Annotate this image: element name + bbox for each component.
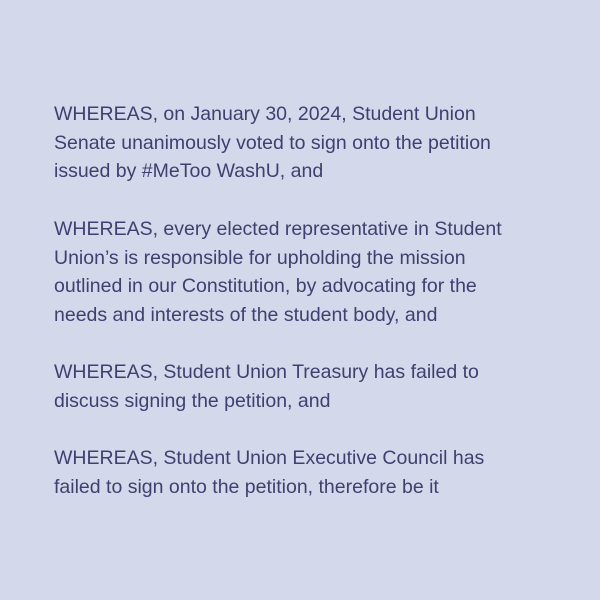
text-line: outlined in our Constitution, by advocating for the xyxy=(54,275,477,298)
whereas-paragraph-1 xyxy=(54,100,574,186)
text-line: failed to sign onto the petition, therefore be it xyxy=(54,476,439,499)
text-line: WHEREAS, every elected representative in Student xyxy=(54,217,502,240)
text-line: WHEREAS, Student Union Treasury has failed to xyxy=(54,361,479,384)
text-line: Senate unanimously voted to sign onto the petition xyxy=(54,131,491,154)
text-line: needs and interests of the student body, and xyxy=(54,303,438,326)
resolution-text xyxy=(54,100,574,502)
text-line: Union’s is responsible for upholding the mission xyxy=(54,246,466,269)
whereas-paragraph-2 xyxy=(54,215,574,330)
text-line: issued by #MeToo WashU, and xyxy=(54,160,324,183)
text-line: discuss signing the petition, and xyxy=(54,390,331,412)
whereas-paragraph-3 xyxy=(54,358,574,415)
whereas-paragraph-4 xyxy=(54,444,574,501)
text-line: WHEREAS, on January 30, 2024, Student Union xyxy=(54,103,476,125)
text-line: WHEREAS, Student Union Executive Council has xyxy=(54,447,485,470)
